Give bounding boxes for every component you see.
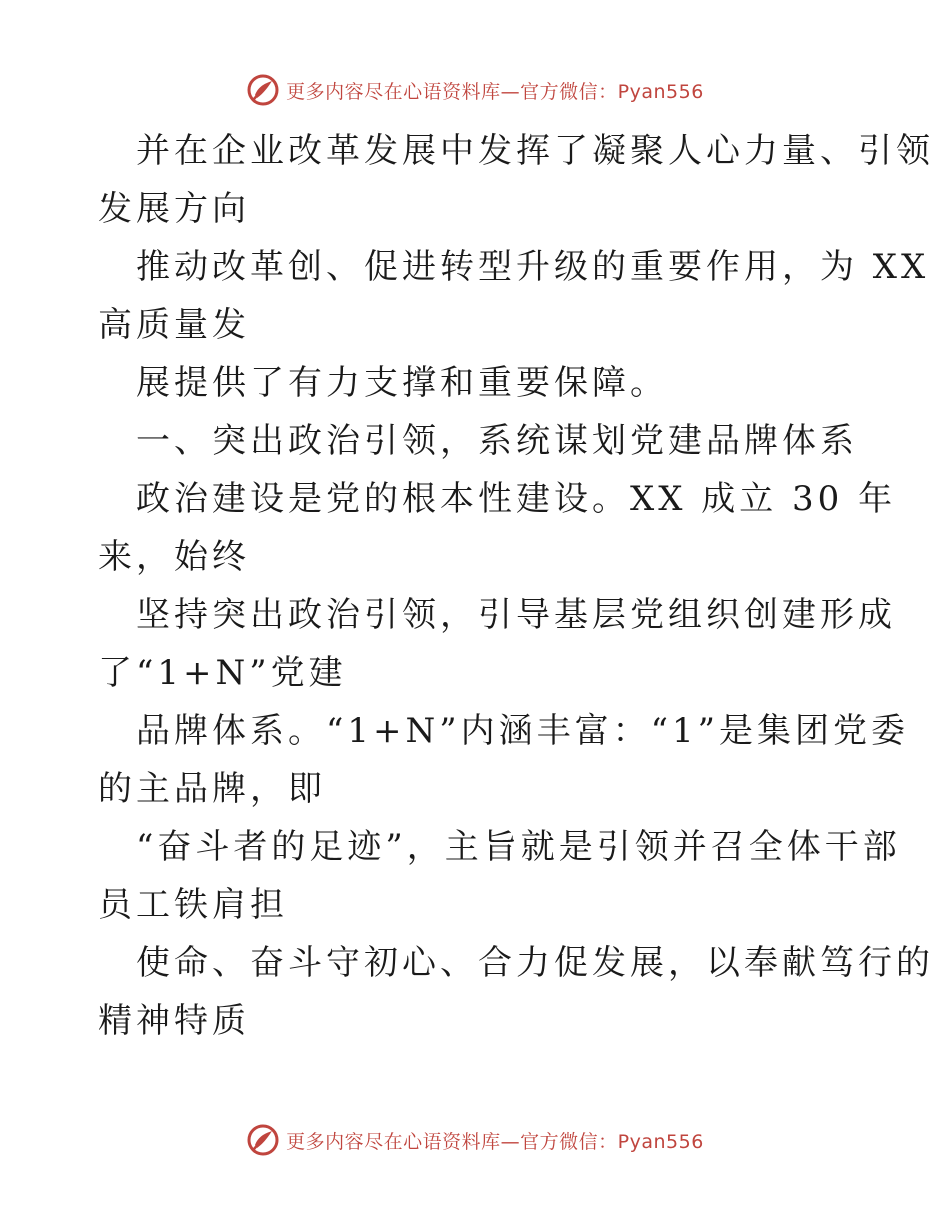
text-line: 精神特质: [98, 1001, 250, 1041]
watermark-logo-icon: [246, 73, 280, 107]
text-line: 的主品牌，即: [98, 769, 326, 809]
text-line: “奋斗者的足迹”，主旨就是引领并召全体干部: [136, 827, 901, 867]
text-line: 使命、奋斗守初心、合力促发展，以奉献笃行的: [136, 943, 934, 983]
text-line: 一、突出政治引领，系统谋划党建品牌体系: [136, 421, 858, 461]
text-line: 高质量发: [98, 305, 250, 345]
text-line: 来，始终: [98, 537, 250, 577]
footer-watermark: [0, 1120, 950, 1160]
text-line: 发展方向: [98, 189, 250, 229]
watermark-text: 更多内容尽在心语资料库—官方微信：Pyan556: [286, 1130, 704, 1153]
text-line: 推动改革创、促进转型升级的重要作用，为 XX: [136, 247, 930, 287]
document-body: [98, 122, 934, 1050]
text-line: 了“1+N”党建: [98, 653, 347, 693]
text-line: 坚持突出政治引领，引导基层党组织创建形成: [136, 595, 896, 635]
header-watermark: [0, 70, 950, 110]
text-line: 品牌体系。“1+N”内涵丰富：“1”是集团党委: [136, 711, 910, 751]
text-line: 展提供了有力支撑和重要保障。: [136, 363, 668, 403]
text-line: 并在企业改革发展中发挥了凝聚人心力量、引领: [136, 131, 934, 171]
watermark-text: 更多内容尽在心语资料库—官方微信：Pyan556: [286, 80, 704, 103]
watermark-logo-icon: [246, 1123, 280, 1157]
text-line: 员工铁肩担: [98, 885, 288, 925]
text-line: 政治建设是党的根本性建设。XX 成立 30 年: [136, 479, 897, 519]
